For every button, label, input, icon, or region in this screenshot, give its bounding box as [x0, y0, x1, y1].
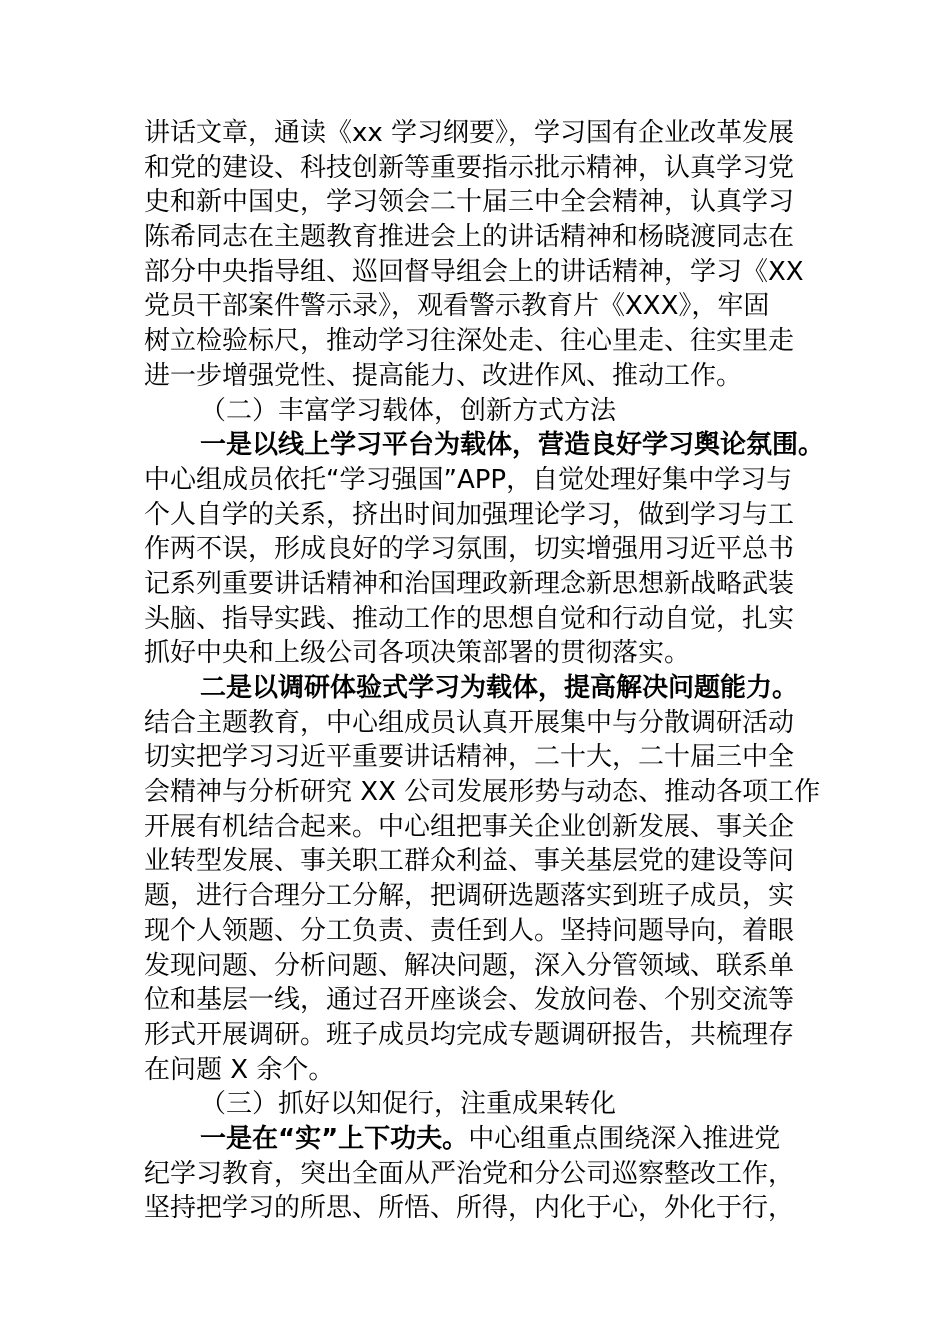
body-line: 发现问题、分析问题、解决问题，深入分管领域、联系单	[144, 950, 795, 981]
document-body	[144, 116, 825, 1226]
body-line: 头脑、指导实践、推动工作的思想自觉和行动自觉，扎实	[144, 603, 795, 634]
body-line: 个人自学的关系，挤出时间加强理论学习，做到学习与工	[144, 499, 795, 530]
body-line: 和党的建设、科技创新等重要指示批示精神，认真学习党	[144, 152, 795, 183]
body-line: 进一步增强党性、提高能力、改进作风、推动工作。	[144, 360, 743, 391]
body-line: 作两不误，形成良好的学习氛围，切实增强用习近平总书	[144, 534, 795, 565]
body-line: 讲话文章，通读《xx 学习纲要》，学习国有企业改革发展	[144, 118, 795, 148]
body-line: 会精神与分析研究 XX 公司发展形势与动态、推动各项工作	[144, 777, 821, 808]
body-line: 位和基层一线，通过召开座谈会、发放问卷、个别交流等	[144, 985, 795, 1016]
body-line: 业转型发展、事关职工群众利益、事关基层党的建设等问	[144, 846, 795, 877]
body-line: 陈希同志在主题教育推进会上的讲话精神和杨晓渡同志在	[144, 222, 795, 253]
point-line-with-heading	[144, 1122, 814, 1157]
body-line: 题，进行合理分工分解，把调研选题落实到班子成员，实	[144, 881, 795, 912]
body-line: 切实把学习习近平重要讲话精神，二十大，二十届三中全	[144, 742, 795, 773]
body-line: 党员干部案件警示录》，观看警示教育片《XXX》，牢固	[144, 291, 770, 322]
body-line: 现个人领题、分工负责、责任到人。坚持问题导向，着眼	[144, 915, 795, 946]
body-line: 开展有机结合起来。中心组把事关企业创新发展、事关企	[144, 811, 795, 842]
body-line: 史和新中国史，学习领会二十届三中全会精神，认真学习	[144, 187, 795, 218]
body-line: 坚持把学习的所思、所悟、所得，内化于心，外化于行，	[144, 1193, 795, 1224]
section-heading-3: （三）抓好以知促行，注重成果转化	[200, 1089, 617, 1120]
body-line: 纪学习教育，突出全面从严治党和分公司巡察整改工作，	[144, 1158, 795, 1189]
point-heading-2: 二是以调研体验式学习为载体，提高解决问题能力。	[200, 673, 799, 703]
point-body-start: 中心组重点围绕深入推进党	[468, 1123, 781, 1154]
body-line: 部分中央指导组、巡回督导组会上的讲话精神，学习《XX	[144, 256, 804, 287]
point-heading-3: 一是在“实”上下功夫。	[200, 1123, 469, 1154]
body-line: 中心组成员依托“学习强国”APP，自觉处理好集中学习与	[144, 464, 793, 495]
body-line: 树立检验标尺，推动学习往深处走、往心里走、往实里走	[144, 326, 795, 357]
section-heading-2: （二）丰富学习载体，创新方式方法	[200, 395, 617, 426]
body-line: 记系列重要讲话精神和治国理政新理念新思想新战略武装	[144, 568, 795, 599]
point-heading-1: 一是以线上学习平台为载体，营造良好学习舆论氛围。	[200, 430, 825, 461]
body-line: 在问题 X 余个。	[144, 1054, 335, 1085]
body-line: 结合主题教育，中心组成员认真开展集中与分散调研活动	[144, 707, 795, 738]
body-line: 抓好中央和上级公司各项决策部署的贯彻落实。	[144, 638, 691, 669]
body-line: 形式开展调研。班子成员均完成专题调研报告，共梳理存	[144, 1019, 795, 1050]
